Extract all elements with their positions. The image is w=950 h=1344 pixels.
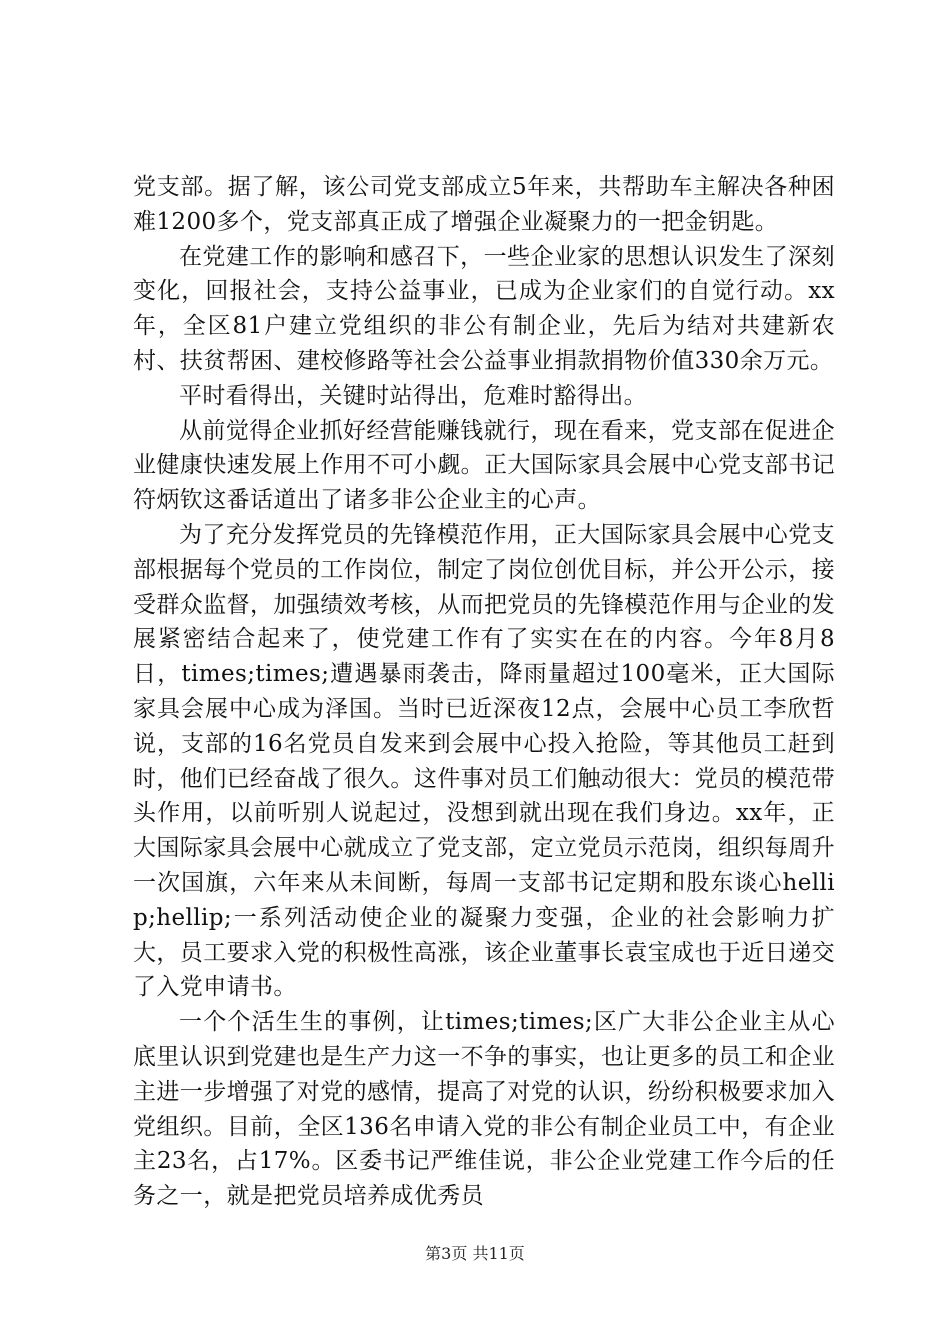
paragraph: 党支部。据了解，该公司党支部成立5年来，共帮助车主解决各种困难1200多个，党支部真正成了增强企业凝聚力的一把金钥匙。 xyxy=(133,174,835,235)
paragraph: 在党建工作的影响和感召下，一些企业家的思想认识发生了深刻变化，回报社会，支持公益事业，已成为企业家们的自觉行动。xx年，全区81户建立党组织的非公有制企业，先后为结对共建新农村、扶贫帮困、建校修路等社会公益事业捐款捐物价值330余万元。 xyxy=(133,243,835,374)
paragraph: 一个个活生生的事例，让times;times;区广大非公企业主从心底里认识到党建也是生产力这一不争的事实，也让更多的员工和企业主进一步增强了对党的感情，提高了对党的认识，纷纷积极要求加入党组织。目前，全区136名申请入党的非公有制企业员工中，有企业主23名，占17%。区委书记严维佳说，非公企业党建工作今后的任务之一，就是把党员培养成优秀员 xyxy=(133,1009,835,1210)
page-number-footer: 第3页 共11页 xyxy=(425,1244,525,1263)
paragraph: 为了充分发挥党员的先锋模范作用，正大国际家具会展中心党支部根据每个党员的工作岗位，制定了岗位创优目标，并公开公示，接受群众监督，加强绩效考核，从而把党员的先锋模范作用与企业的发展紧密结合起来了，使党建工作有了实实在在的内容。今年8月8日，times;times;遭遇暴雨袭击，降雨量超过100毫米，正大国际家具会展中心成为泽国。当时已近深夜12点，会展中心员工李欣哲说，支部的16名党员自发来到会展中心投入抢险，等其他员工赶到时，他们已经奋战了很久。这件事对员工们触动很大：党员的模范带头作用，以前听别人说起过，没想到就出现在我们身边。xx年，正大国际家具会展中心就成立了党支部，定立党员示范岗，组织每周升一次国旗，六年来从未间断，每周一支部书记定期和股东谈心hellip;hellip;一系列活动使企业的凝聚力变强，企业的社会影响力扩大，员工要求入党的积极性高涨，该企业董事长袁宝成也于近日递交了入党申请书。 xyxy=(133,521,835,1001)
paragraph: 从前觉得企业抓好经营能赚钱就行，现在看来，党支部在促进企业健康快速发展上作用不可小觑。正大国际家具会展中心党支部书记符炳钦这番话道出了诸多非公企业主的心声。 xyxy=(133,417,835,514)
body-text xyxy=(133,170,835,1214)
paragraph: 平时看得出，关键时站得出，危难时豁得出。 xyxy=(179,382,647,409)
